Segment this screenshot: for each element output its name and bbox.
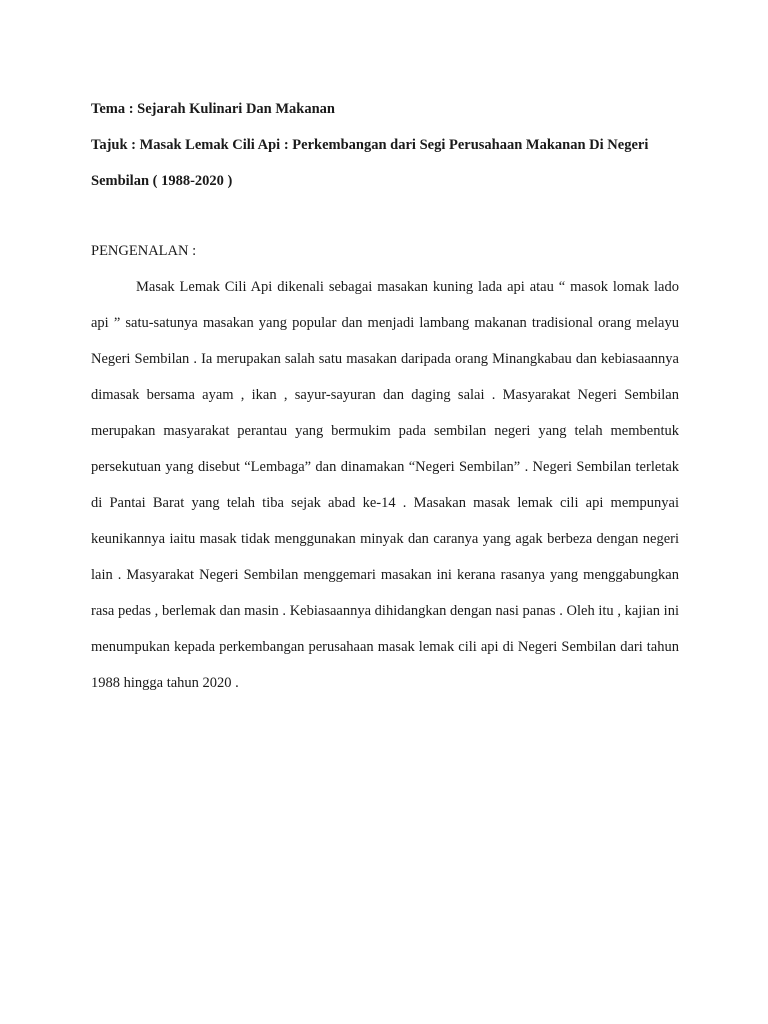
theme-line: Tema : Sejarah Kulinari Dan Makanan xyxy=(91,101,335,117)
document-page xyxy=(91,91,679,701)
title-line: Tajuk : Masak Lemak Cili Api : Perkembangan dari Segi Perusahaan Makanan Di Negeri Sembilan ( 1988-2020 ) xyxy=(91,137,649,189)
section-heading: PENGENALAN : xyxy=(91,243,197,259)
introduction-paragraph: Masak Lemak Cili Api dikenali sebagai masakan kuning lada api atau “ masok lomak lado api ” satu-satunya masakan yang popular dan menjadi lambang makanan tradisional orang melayu Negeri Sembilan . Ia merupakan salah satu masakan daripada orang Minangkabau dan kebiasaannya dimasak bersama ayam , ikan , sayur-sayuran dan daging salai . Masyarakat Negeri Sembilan merupakan masyarakat perantau yang bermukim pada sembilan negeri yang telah membentuk persekutuan yang disebut “Lembaga” dan dinamakan “Negeri Sembilan” . Negeri Sembilan terletak di Pantai Barat yang telah tiba sejak abad ke-14 . Masakan masak lemak cili api mempunyai keunikannya iaitu masak tidak menggunakan minyak dan caranya yang agak berbeza dengan negeri lain . Masyarakat Negeri Sembilan menggemari masakan ini kerana rasanya yang menggabungkan rasa pedas , berlemak dan masin . Kebiasaannya dihidangkan dengan nasi panas . Oleh itu , kajian ini menumpukan kepada perkembangan perusahaan masak lemak cili api di Negeri Sembilan dari tahun 1988 hingga tahun 2020 . xyxy=(91,279,679,691)
